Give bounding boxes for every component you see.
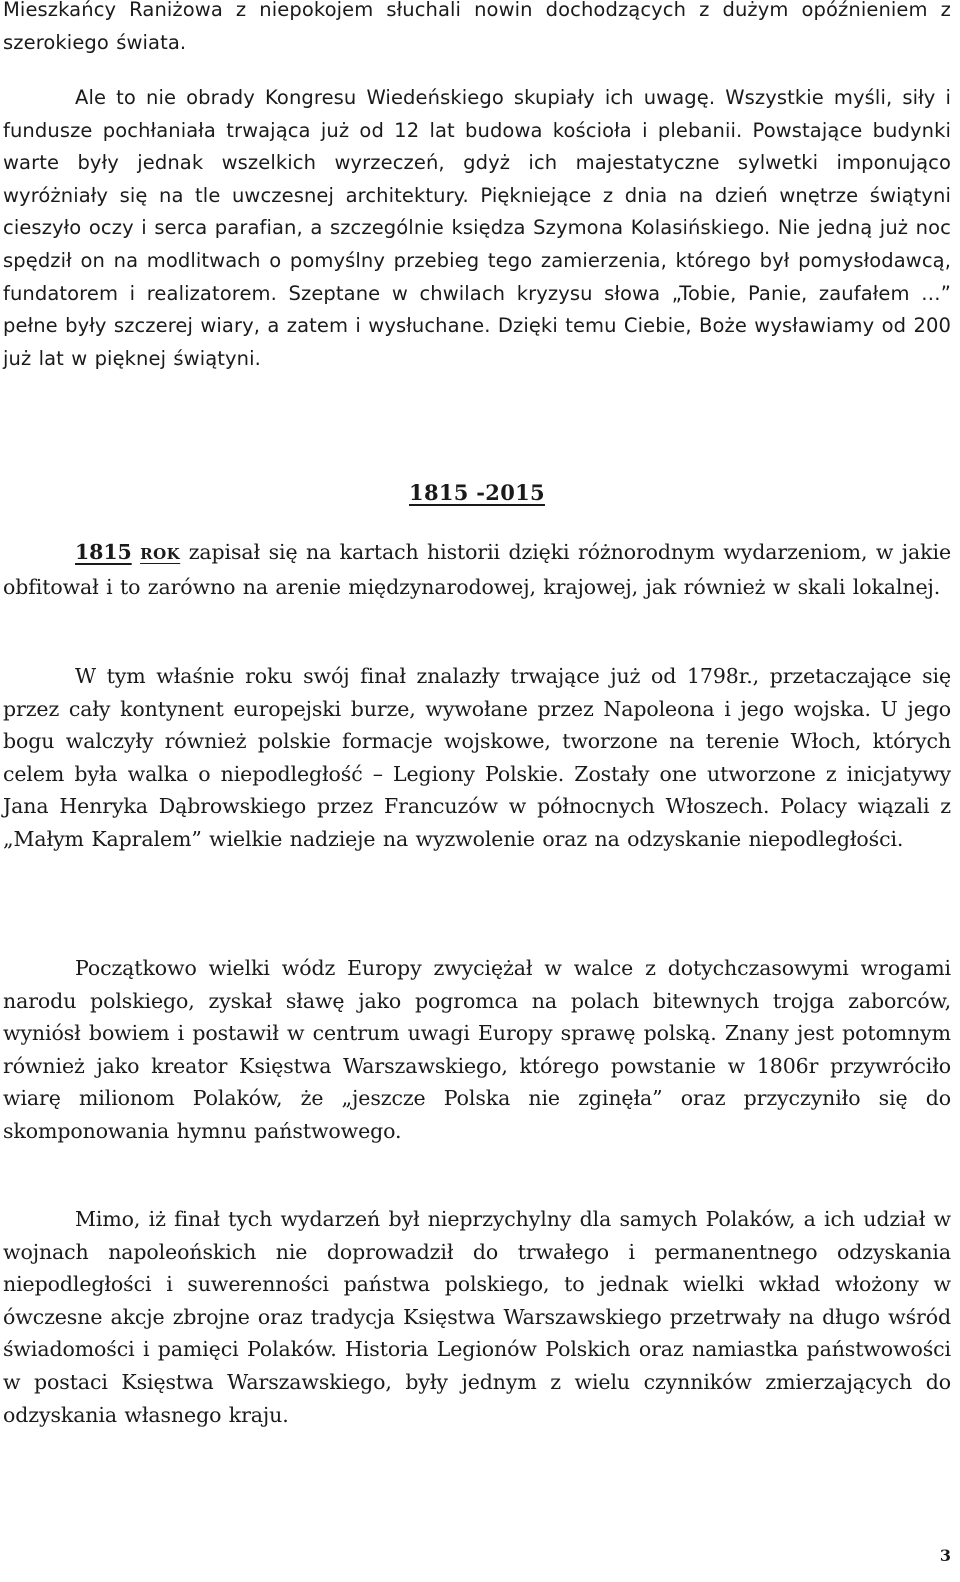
page-number: 3: [939, 1546, 951, 1565]
year-1815-label: 1815: [75, 540, 132, 564]
rok-label: ROK: [140, 545, 181, 563]
paragraph-church-construction: Ale to nie obrady Kongresu Wiedeńskiego skupiały ich uwagę. Wszystkie myśli, siły i fundusze pochłaniała trwająca już od 12 lat budowa kościoła i plebanii. Powstające budynki warte były jednak wszelkich wyrzeczeń, gdyż ich majestatyczne sylwetki imponująco wyróżniały się na tle uwczesnej architektury. Piękniejące z dnia na dzień wnętrze świątyni cieszyło oczy i serca parafian, a szczególnie księdza Szymona Kolasińskiego. Nie jedną już noc spędził on na modlitwach o pomyślny przebieg tego zamierzenia, którego był pomysłodawcą, fundatorem i realizatorem. Szeptane w chwilach kryzysu słowa „Tobie, Panie, zaufałem …” pełne były szczerej wiary, a zatem i wysłuchane. Dzięki temu Ciebie, Boże wysławiamy od 200 już lat w pięknej świątyni.: [3, 86, 951, 370]
paragraph-intro: Mieszkańcy Raniżowa z niepokojem słuchali nowin dochodzących z dużym opóźnieniem z szerokiego świata.: [3, 0, 951, 54]
paragraph-duchy-warsaw: Początkowo wielki wódz Europy zwyciężał w walce z dotychczasowymi wrogami narodu polskiego, zyskał sławę jako pogromca na polach bitewnych trojga zaborców, wyniósł bowiem i postawił w centrum uwagi Europy sprawę polską. Znany jest potomnym również jako kreator Księstwa Warszawskiego, którego powstanie w 1806r przywróciło wiarę milionom Polaków, że „jeszcze Polska nie zginęła” oraz przyczyniło się do skomponowania hymnu państwowego.: [3, 956, 951, 1143]
paragraph-1815-year: [3, 536, 951, 603]
section-heading: 1815 -2015: [409, 480, 545, 505]
paragraph-1815-text: zapisał się na kartach historii dzięki różnorodnym wydarzeniom, w jakie obfitował i to zarówno na arenie międzynarodowej, krajowej, jak również w skali lokalnej.: [3, 540, 951, 599]
paragraph-conclusion: Mimo, iż finał tych wydarzeń był nieprzychylny dla samych Polaków, a ich udział w wojnach napoleońskich nie doprowadził do trwałego i permanentnego odzyskania niepodległości i suwerenności państwa polskiego, to jednak wielki wkład włożony w ówczesne akcje zbrojne oraz tradycja Księstwa Warszawskiego przetrwały na długo wśród świadomości i pamięci Polaków. Historia Legionów Polskich oraz namiastka państwowości w postaci Księstwa Warszawskiego, były jednym z wielu czynników zmierzających do odzyskania własnego kraju.: [3, 1207, 951, 1427]
paragraph-napoleon-legions: W tym właśnie roku swój finał znalazły trwające już od 1798r., przetaczające się przez cały kontynent europejski burze, wywołane przez Napoleona i jego wojska. U jego bogu walczyły również polskie formacje wojskowe, tworzone na terenie Włoch, których celem była walka o niepodległość – Legiony Polskie. Zostały one utworzone z inicjatywy Jana Henryka Dąbrowskiego przez Francuzów w północnych Włoszech. Polacy wiązali z „Małym Kapralem” wielkie nadzieje na wyzwolenie oraz na odzyskanie niepodległości.: [3, 664, 951, 851]
